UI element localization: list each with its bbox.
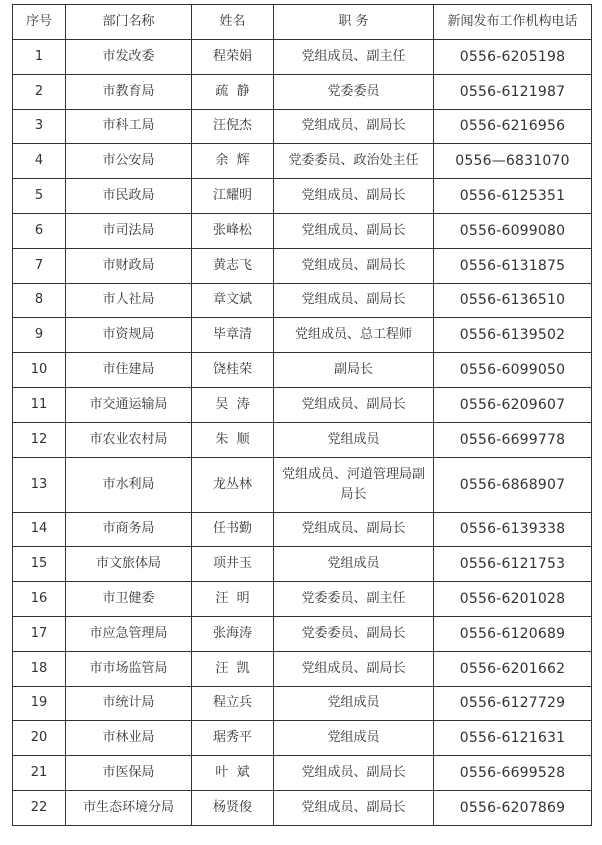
row-name: 琚秀平	[192, 721, 274, 756]
row-phone: 0556-6125351	[434, 179, 592, 214]
row-index: 17	[13, 616, 66, 651]
row-department: 市商务局	[66, 512, 192, 547]
row-department: 市生态环境分局	[66, 790, 192, 825]
row-index: 22	[13, 790, 66, 825]
row-name: 汪倪杰	[192, 109, 274, 144]
table-row	[13, 109, 592, 144]
row-name: 饶桂荣	[192, 353, 274, 388]
row-title: 党组成员、副局长	[274, 790, 434, 825]
row-phone: 0556-6216956	[434, 109, 592, 144]
row-title: 党组成员、副局长	[274, 387, 434, 422]
row-department: 市司法局	[66, 213, 192, 248]
table-row	[13, 179, 592, 214]
table-row	[13, 686, 592, 721]
row-title: 党组成员	[274, 422, 434, 457]
row-title: 党组成员、副局长	[274, 109, 434, 144]
row-title: 党委委员、政治处主任	[274, 144, 434, 179]
row-department: 市教育局	[66, 74, 192, 109]
row-name: 杨贤俊	[192, 790, 274, 825]
row-department: 市住建局	[66, 353, 192, 388]
row-department: 市文旅体局	[66, 547, 192, 582]
row-index: 1	[13, 40, 66, 75]
row-index: 19	[13, 686, 66, 721]
row-department: 市卫健委	[66, 582, 192, 617]
row-index: 7	[13, 248, 66, 283]
row-name: 江耀明	[192, 179, 274, 214]
table-row	[13, 283, 592, 318]
row-phone: 0556-6099080	[434, 213, 592, 248]
row-index: 14	[13, 512, 66, 547]
table-row	[13, 422, 592, 457]
row-department: 市应急管理局	[66, 616, 192, 651]
row-phone: 0556-6699528	[434, 756, 592, 791]
row-name: 程立兵	[192, 686, 274, 721]
row-index: 3	[13, 109, 66, 144]
row-department: 市发改委	[66, 40, 192, 75]
row-name: 叶 斌	[192, 756, 274, 791]
table-row	[13, 74, 592, 109]
row-name: 余 辉	[192, 144, 274, 179]
header-index: 序号	[13, 5, 66, 40]
row-department: 市资规局	[66, 318, 192, 353]
row-index: 10	[13, 353, 66, 388]
row-phone: 0556-6868907	[434, 457, 592, 512]
row-phone: 0556—6831070	[434, 144, 592, 179]
row-index: 15	[13, 547, 66, 582]
row-name: 程荣娟	[192, 40, 274, 75]
table-row	[13, 213, 592, 248]
row-department: 市医保局	[66, 756, 192, 791]
row-index: 9	[13, 318, 66, 353]
row-index: 11	[13, 387, 66, 422]
header-name: 姓名	[192, 5, 274, 40]
row-title: 党组成员、副局长	[274, 248, 434, 283]
table-row	[13, 651, 592, 686]
table-row	[13, 582, 592, 617]
row-phone: 0556-6201662	[434, 651, 592, 686]
row-phone: 0556-6131875	[434, 248, 592, 283]
row-title: 党组成员、副局长	[274, 512, 434, 547]
row-phone: 0556-6136510	[434, 283, 592, 318]
row-name: 张峰松	[192, 213, 274, 248]
row-index: 16	[13, 582, 66, 617]
row-phone: 0556-6121631	[434, 721, 592, 756]
row-department: 市财政局	[66, 248, 192, 283]
row-title: 党委委员、副局长	[274, 616, 434, 651]
table-body	[13, 40, 592, 826]
row-phone: 0556-6121987	[434, 74, 592, 109]
row-index: 4	[13, 144, 66, 179]
row-phone: 0556-6127729	[434, 686, 592, 721]
row-index: 20	[13, 721, 66, 756]
table-row	[13, 318, 592, 353]
row-name: 汪 凯	[192, 651, 274, 686]
row-department: 市科工局	[66, 109, 192, 144]
row-title: 党组成员、副局长	[274, 179, 434, 214]
row-phone: 0556-6099050	[434, 353, 592, 388]
row-name: 任书勤	[192, 512, 274, 547]
table-row	[13, 616, 592, 651]
row-phone: 0556-6699778	[434, 422, 592, 457]
row-phone: 0556-6120689	[434, 616, 592, 651]
row-index: 12	[13, 422, 66, 457]
table-row	[13, 248, 592, 283]
row-title: 党组成员、总工程师	[274, 318, 434, 353]
row-name: 项井玉	[192, 547, 274, 582]
row-index: 21	[13, 756, 66, 791]
row-name: 毕章清	[192, 318, 274, 353]
row-title: 党组成员	[274, 547, 434, 582]
table-row	[13, 512, 592, 547]
row-index: 18	[13, 651, 66, 686]
row-name: 汪 明	[192, 582, 274, 617]
row-phone: 0556-6139338	[434, 512, 592, 547]
row-title: 党委委员	[274, 74, 434, 109]
row-title: 党组成员	[274, 721, 434, 756]
row-name: 朱 顺	[192, 422, 274, 457]
row-department: 市市场监管局	[66, 651, 192, 686]
row-phone: 0556-6205198	[434, 40, 592, 75]
header-department: 部门名称	[66, 5, 192, 40]
row-department: 市公安局	[66, 144, 192, 179]
row-department: 市交通运输局	[66, 387, 192, 422]
row-name: 章文斌	[192, 283, 274, 318]
row-name: 吴 涛	[192, 387, 274, 422]
table-row	[13, 547, 592, 582]
row-department: 市水利局	[66, 457, 192, 512]
table-row	[13, 721, 592, 756]
row-name: 黄志飞	[192, 248, 274, 283]
table-row	[13, 353, 592, 388]
row-title: 党组成员、河道管理局副局长	[274, 457, 434, 512]
row-title: 党委委员、副主任	[274, 582, 434, 617]
row-index: 13	[13, 457, 66, 512]
row-phone: 0556-6201028	[434, 582, 592, 617]
row-title: 副局长	[274, 353, 434, 388]
row-title: 党组成员、副局长	[274, 756, 434, 791]
row-name: 张海涛	[192, 616, 274, 651]
row-phone: 0556-6207869	[434, 790, 592, 825]
header-phone: 新闻发布工作机构电话	[434, 5, 592, 40]
row-department: 市民政局	[66, 179, 192, 214]
row-name: 疏 静	[192, 74, 274, 109]
row-department: 市人社局	[66, 283, 192, 318]
table-row	[13, 457, 592, 512]
row-name: 龙丛林	[192, 457, 274, 512]
table-row	[13, 387, 592, 422]
table-row	[13, 756, 592, 791]
row-title: 党组成员、副主任	[274, 40, 434, 75]
row-index: 5	[13, 179, 66, 214]
row-phone: 0556-6121753	[434, 547, 592, 582]
header-title: 职 务	[274, 5, 434, 40]
row-department: 市林业局	[66, 721, 192, 756]
row-title: 党组成员、副局长	[274, 283, 434, 318]
row-title: 党组成员、副局长	[274, 651, 434, 686]
row-phone: 0556-6139502	[434, 318, 592, 353]
row-title: 党组成员、副局长	[274, 213, 434, 248]
row-index: 2	[13, 74, 66, 109]
table-row	[13, 144, 592, 179]
row-department: 市统计局	[66, 686, 192, 721]
table-row	[13, 40, 592, 75]
table-row	[13, 790, 592, 825]
row-phone: 0556-6209607	[434, 387, 592, 422]
row-title: 党组成员	[274, 686, 434, 721]
header-row	[13, 5, 592, 40]
row-index: 8	[13, 283, 66, 318]
press-contact-table	[12, 4, 592, 826]
row-department: 市农业农村局	[66, 422, 192, 457]
row-index: 6	[13, 213, 66, 248]
